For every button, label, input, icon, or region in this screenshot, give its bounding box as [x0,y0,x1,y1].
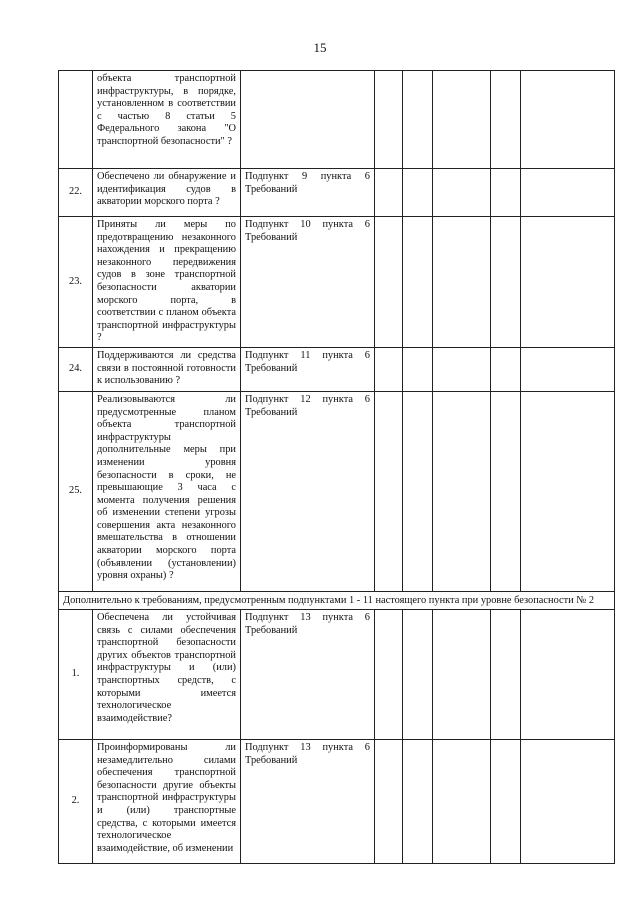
empty-answer-cell [521,347,615,391]
item-number: 23. [59,217,93,348]
empty-answer-cell [491,217,521,348]
empty-answer-cell [403,217,433,348]
question-text: Обеспечено ли обнаружение и идентификация судов в акватории морского порта ? [93,169,241,217]
empty-answer-cell [375,391,403,591]
empty-answer-cell [433,217,491,348]
empty-answer-cell [375,739,403,863]
table-row [59,71,615,169]
empty-answer-cell [403,739,433,863]
question-text: Обеспечена ли устойчивая связь с силами обеспечения транспортной безопасности других объектов транспортной инфраструктуры и (или) транспортных средств, с которыми имеется технологическое взаимодействие? [93,609,241,739]
requirement-reference: Подпункт 13 пункта 6 Требований [241,609,375,739]
table-row [59,169,615,217]
empty-answer-cell [403,169,433,217]
empty-answer-cell [375,71,403,169]
empty-answer-cell [375,217,403,348]
empty-answer-cell [491,739,521,863]
requirement-reference: Подпункт 10 пункта 6 Требований [241,217,375,348]
empty-answer-cell [403,391,433,591]
question-text: Приняты ли меры по предотвращению незаконного нахождения и прекращению незаконного передвижения судов в зоне транспортной безопасности акватории морского порта, в соответствии с планом объекта транспортной инфраструктуры ? [93,217,241,348]
empty-answer-cell [521,71,615,169]
empty-answer-cell [403,347,433,391]
empty-answer-cell [433,71,491,169]
empty-answer-cell [375,169,403,217]
item-number: 25. [59,391,93,591]
empty-answer-cell [403,609,433,739]
requirement-reference [241,71,375,169]
empty-answer-cell [433,739,491,863]
table-row [59,391,615,591]
empty-answer-cell [375,347,403,391]
item-number: 2. [59,739,93,863]
empty-answer-cell [491,347,521,391]
item-number: 22. [59,169,93,217]
empty-answer-cell [521,739,615,863]
table-row [59,609,615,739]
empty-answer-cell [491,71,521,169]
table-row [59,217,615,348]
item-number [59,71,93,169]
empty-answer-cell [375,609,403,739]
requirement-reference: Подпункт 11 пункта 6 Требований [241,347,375,391]
empty-answer-cell [433,391,491,591]
empty-answer-cell [521,391,615,591]
item-number: 1. [59,609,93,739]
item-number: 24. [59,347,93,391]
empty-answer-cell [521,609,615,739]
empty-answer-cell [403,71,433,169]
empty-answer-cell [433,169,491,217]
question-text: Проинформированы ли незамедлительно силами обеспечения транспортной безопасности другие объекты транспортной инфраструктуры и (или) транспортные средства, с которыми имеется технологическое взаимодействие, об изменении [93,739,241,863]
empty-answer-cell [491,609,521,739]
empty-answer-cell [433,347,491,391]
empty-answer-cell [491,169,521,217]
question-text: объекта транспортной инфраструктуры, в порядке, установленном в соответствии с частью 8 статьи 5 Федерального закона "О транспортной безопасности" ? [93,71,241,169]
requirement-reference: Подпункт 13 пункта 6 Требований [241,739,375,863]
empty-answer-cell [521,169,615,217]
section-header: Дополнительно к требованиям, предусмотренным подпунктами 1 - 11 настоящего пункта при уровне безопасности № 2 [59,591,615,609]
table-row [59,347,615,391]
table-row [59,739,615,863]
section-header-row [59,591,615,609]
question-text: Реализовываются ли предусмотренные планом объекта транспортной инфраструктуры дополнительные меры при изменении уровня безопасности в сроки, не превышающие 3 часа с момента получения решения об изменении степени угрозы совершения акта незаконного вмешательства в отношении акватории морского порта (объявлении (установлении) уровня охраны) ? [93,391,241,591]
checklist-table [58,70,615,864]
empty-answer-cell [491,391,521,591]
requirement-reference: Подпункт 9 пункта 6 Требований [241,169,375,217]
requirement-reference: Подпункт 12 пункта 6 Требований [241,391,375,591]
empty-answer-cell [433,609,491,739]
page-number: 15 [313,40,327,55]
empty-answer-cell [521,217,615,348]
question-text: Поддерживаются ли средства связи в постоянной готовности к использованию ? [93,347,241,391]
